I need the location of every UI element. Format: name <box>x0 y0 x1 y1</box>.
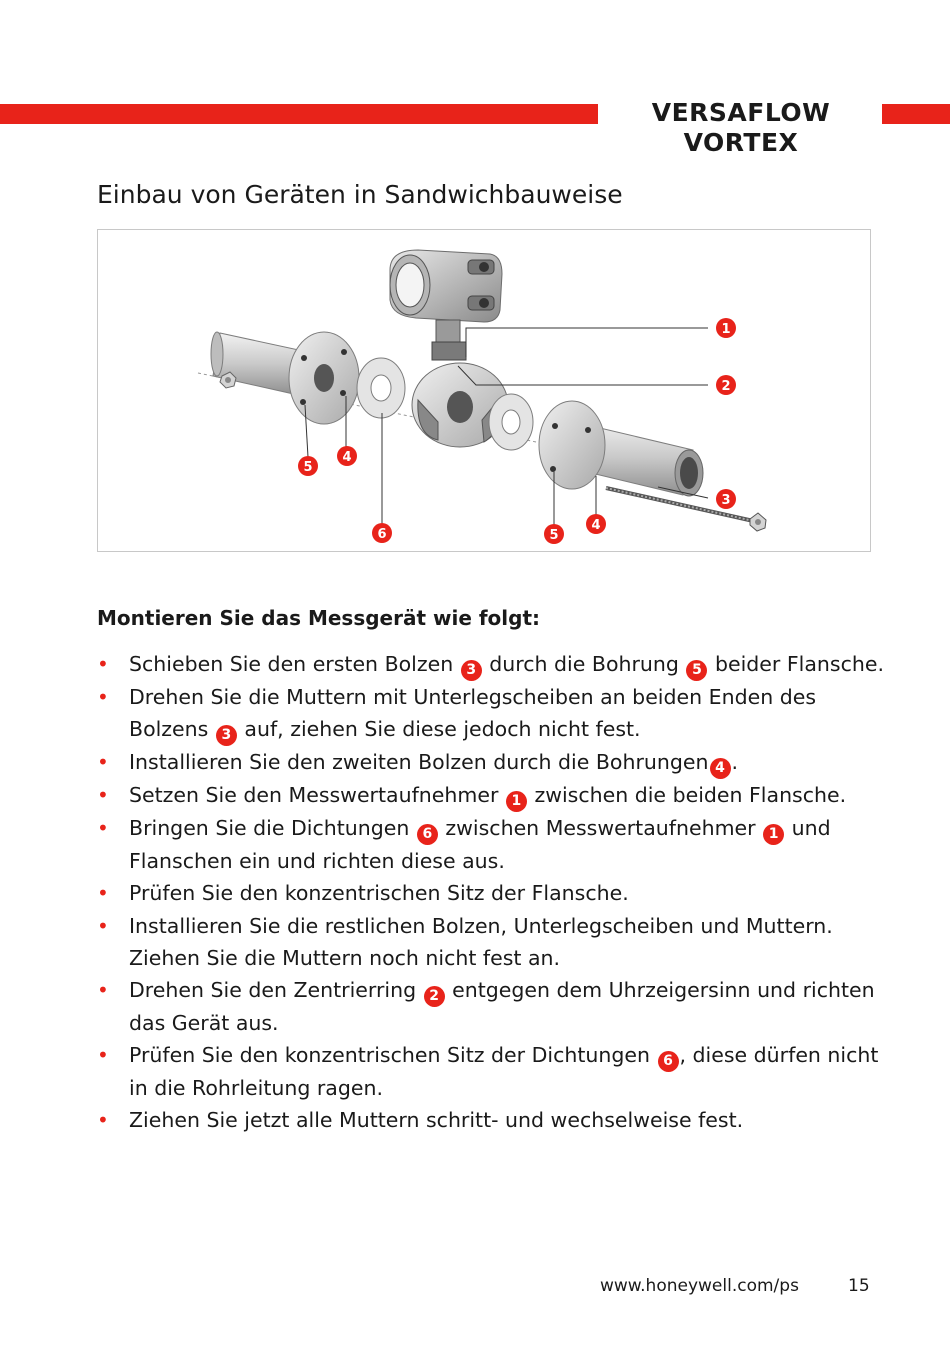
section-title: Einbau von Geräten in Sandwichbauweise <box>97 180 623 209</box>
svg-text:3: 3 <box>721 493 731 508</box>
callout-5-right <box>544 524 564 544</box>
svg-text:1: 1 <box>721 322 731 337</box>
step-text: auf, ziehen Sie diese jedoch nicht fest. <box>237 717 641 742</box>
page-number: 15 <box>848 1276 870 1296</box>
step-text: Setzen Sie den Messwertaufnehmer <box>129 783 505 808</box>
instruction-step <box>97 1104 897 1136</box>
callout-number-badge: 1 <box>763 824 784 845</box>
svg-text:4: 4 <box>591 518 601 533</box>
bullet-icon: • <box>97 685 109 709</box>
instruction-step <box>97 648 897 681</box>
instruction-step <box>97 681 897 746</box>
step-text: und Flanschen ein und richten diese aus. <box>129 816 831 874</box>
header-bar-left <box>0 104 598 124</box>
callout-number-badge: 1 <box>506 791 527 812</box>
instruction-step <box>97 1039 897 1104</box>
svg-text:4: 4 <box>342 450 352 465</box>
bullet-icon: • <box>97 750 109 775</box>
callout-1 <box>716 318 736 338</box>
exploded-view-drawing <box>98 230 872 553</box>
step-text: Schieben Sie den ersten Bolzen <box>129 652 460 676</box>
instruction-list <box>97 648 897 1137</box>
step-text: Prüfen Sie den konzentrischen Sitz der Flansche. <box>129 881 629 906</box>
step-text: Installieren Sie die restlichen Bolzen, Unterlegscheiben und Muttern. Ziehen Sie die Muttern noch nicht fest an. <box>129 913 833 970</box>
bullet-icon: • <box>97 652 109 676</box>
step-text: Bringen Sie die Dichtungen <box>129 816 416 841</box>
step-text: Ziehen Sie jetzt alle Muttern schritt- und wechselweise fest. <box>129 1108 744 1133</box>
bullet-icon: • <box>97 1108 109 1133</box>
instruction-step <box>97 877 897 909</box>
bullet-icon: • <box>97 881 109 906</box>
svg-text:2: 2 <box>721 379 731 394</box>
step-text: Drehen Sie die Muttern mit Unterlegscheiben an beiden Enden des Bolzens <box>129 685 817 742</box>
step-text: Prüfen Sie den konzentrischen Sitz der Dichtungen <box>129 1043 657 1068</box>
step-text: beider Flansche. <box>708 652 884 676</box>
right-flange-pipe <box>539 401 703 496</box>
bullet-icon: • <box>97 816 109 841</box>
callout-number-badge: 6 <box>658 1051 679 1072</box>
header-bar-right <box>882 104 950 124</box>
instruction-step <box>97 812 897 877</box>
callout-4-right <box>586 514 606 534</box>
instructions-intro: Montieren Sie das Messgerät wie folgt: <box>97 606 541 630</box>
bullet-icon: • <box>97 783 109 808</box>
step-text: zwischen Messwertaufnehmer <box>438 816 763 841</box>
callout-number-badge: 5 <box>686 660 707 681</box>
callout-6 <box>372 523 392 543</box>
callout-5-left <box>298 456 318 476</box>
bullet-icon: • <box>97 1043 109 1068</box>
callout-number-badge: 6 <box>417 824 438 845</box>
brand-title: VERSAFLOW VORTEX <box>651 98 831 157</box>
step-text: Installieren Sie den zweiten Bolzen durch die Bohrungen <box>129 750 709 775</box>
instruction-step <box>97 779 897 812</box>
svg-text:5: 5 <box>303 460 313 475</box>
callout-number-badge: 2 <box>424 986 445 1007</box>
bullet-icon: • <box>97 978 109 1003</box>
footer-url: www.honeywell.com/ps <box>600 1276 799 1296</box>
callout-3 <box>716 489 736 509</box>
svg-text:6: 6 <box>377 527 387 542</box>
svg-text:5: 5 <box>549 528 559 543</box>
left-gasket <box>357 358 405 418</box>
left-flange <box>289 332 359 424</box>
installation-diagram <box>97 229 871 552</box>
step-text: . <box>731 750 739 775</box>
callout-number-badge: 3 <box>461 660 482 681</box>
step-text: entgegen dem Uhrzeigersinn und richten das Gerät aus. <box>129 978 875 1036</box>
instruction-step <box>97 910 897 974</box>
step-text: durch die Bohrung <box>482 652 686 676</box>
callout-number-badge: 3 <box>216 725 237 746</box>
instruction-step <box>97 974 897 1039</box>
callout-2 <box>716 375 736 395</box>
right-gasket <box>489 394 533 450</box>
step-text: Drehen Sie den Zentrierring <box>129 978 423 1003</box>
step-text: , diese dürfen nicht in die Rohrleitung ragen. <box>129 1043 879 1101</box>
callout-4-left <box>337 446 357 466</box>
instruction-step <box>97 746 897 779</box>
callout-number-badge: 4 <box>710 758 731 779</box>
bullet-icon: • <box>97 913 109 938</box>
step-text: zwischen die beiden Flansche. <box>527 783 847 808</box>
transmitter-head <box>390 250 502 360</box>
